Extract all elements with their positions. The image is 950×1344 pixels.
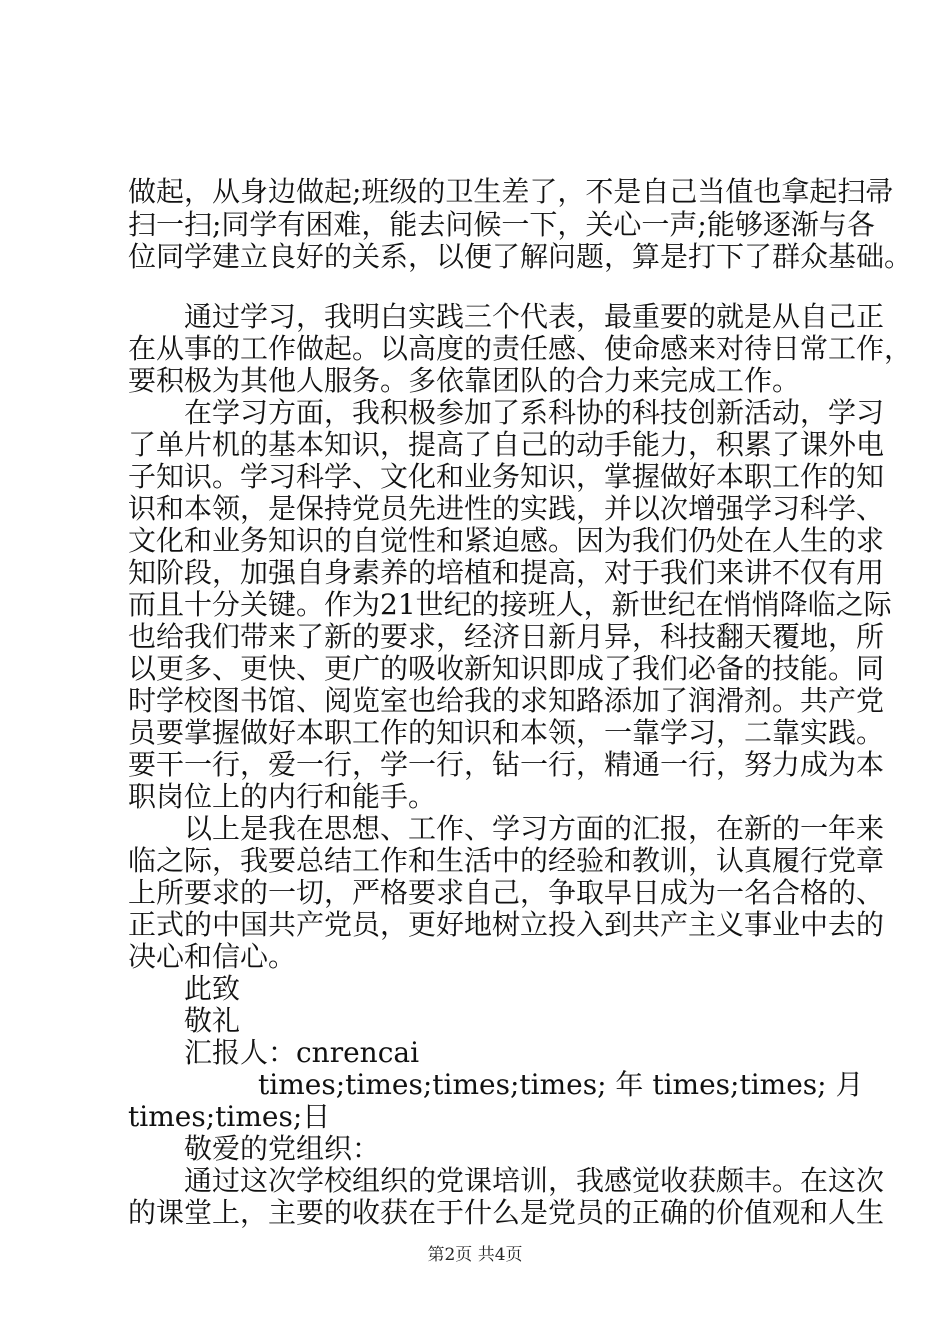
text-line: 职岗位上的内行和能手。	[128, 780, 437, 813]
closing-salutation: 此致	[184, 972, 241, 1005]
text-line: 知阶段，加强自身素养的培植和提高，对于我们来讲不仅有用	[128, 556, 885, 589]
text-line: 临之际，我要总结工作和生活中的经验和教训，认真履行党章	[128, 844, 885, 877]
text-line: 的课堂上，主要的收获在于什么是党员的正确的价值观和人生	[128, 1196, 885, 1229]
text-line: 而且十分关键。作为21世纪的接班人，新世纪在悄悄降临之际	[128, 588, 892, 621]
text-line: 以更多、更快、更广的吸收新知识即成了我们必备的技能。同	[128, 652, 885, 685]
text-line: 做起，从身边做起;班级的卫生差了，不是自己当值也拿起扫帚	[128, 175, 894, 208]
text-line: 要积极为其他人服务。多依靠团队的合力来完成工作。	[128, 364, 801, 397]
text-line: 在从事的工作做起。以高度的责任感、使命感来对待日常工作，	[128, 332, 913, 365]
text-line: 决心和信心。	[128, 940, 297, 973]
reporter-line: 汇报人：cnrencai	[184, 1036, 420, 1069]
text-line: 要干一行，爱一行，学一行，钻一行，精通一行，努力成为本	[128, 748, 885, 781]
text-line: 了单片机的基本知识，提高了自己的动手能力，积累了课外电	[128, 428, 885, 461]
text-line: 也给我们带来了新的要求，经济日新月异，科技翻天覆地，所	[128, 620, 885, 653]
text-line: 通过学习，我明白实践三个代表，最重要的就是从自己正	[184, 300, 885, 333]
text-line: 位同学建立良好的关系，以便了解问题，算是打下了群众基础。	[128, 240, 913, 273]
text-line: 正式的中国共产党员，更好地树立投入到共产主义事业中去的	[128, 908, 885, 941]
date-line: times;times;times;times; 年 times;times; 月	[258, 1068, 864, 1101]
text-line: 子知识。学习科学、文化和业务知识，掌握做好本职工作的知	[128, 460, 885, 493]
letter-greeting: 敬爱的党组织：	[184, 1132, 381, 1165]
text-line: 通过这次学校组织的党课培训，我感觉收获颇丰。在这次	[184, 1164, 885, 1197]
text-line: 以上是我在思想、工作、学习方面的汇报，在新的一年来	[184, 812, 885, 845]
text-line: 文化和业务知识的自觉性和紧迫感。因为我们仍处在人生的求	[128, 524, 885, 557]
text-line: 上所要求的一切，严格要求自己，争取早日成为一名合格的、	[128, 876, 885, 909]
page-number: 第2页 共4页	[427, 1245, 523, 1265]
text-line: 在学习方面，我积极参加了系科协的科技创新活动，学习	[184, 396, 885, 429]
date-line: times;times;日	[128, 1100, 331, 1133]
text-line: 时学校图书馆、阅览室也给我的求知路添加了润滑剂。共产党	[128, 684, 885, 717]
text-line: 员要掌握做好本职工作的知识和本领，一靠学习，二靠实践。	[128, 716, 885, 749]
text-line: 识和本领，是保持党员先进性的实践，并以次增强学习科学、	[128, 492, 885, 525]
text-line: 扫一扫;同学有困难，能去问候一下，关心一声;能够逐渐与各	[128, 208, 875, 241]
closing-regards: 敬礼	[184, 1004, 241, 1037]
